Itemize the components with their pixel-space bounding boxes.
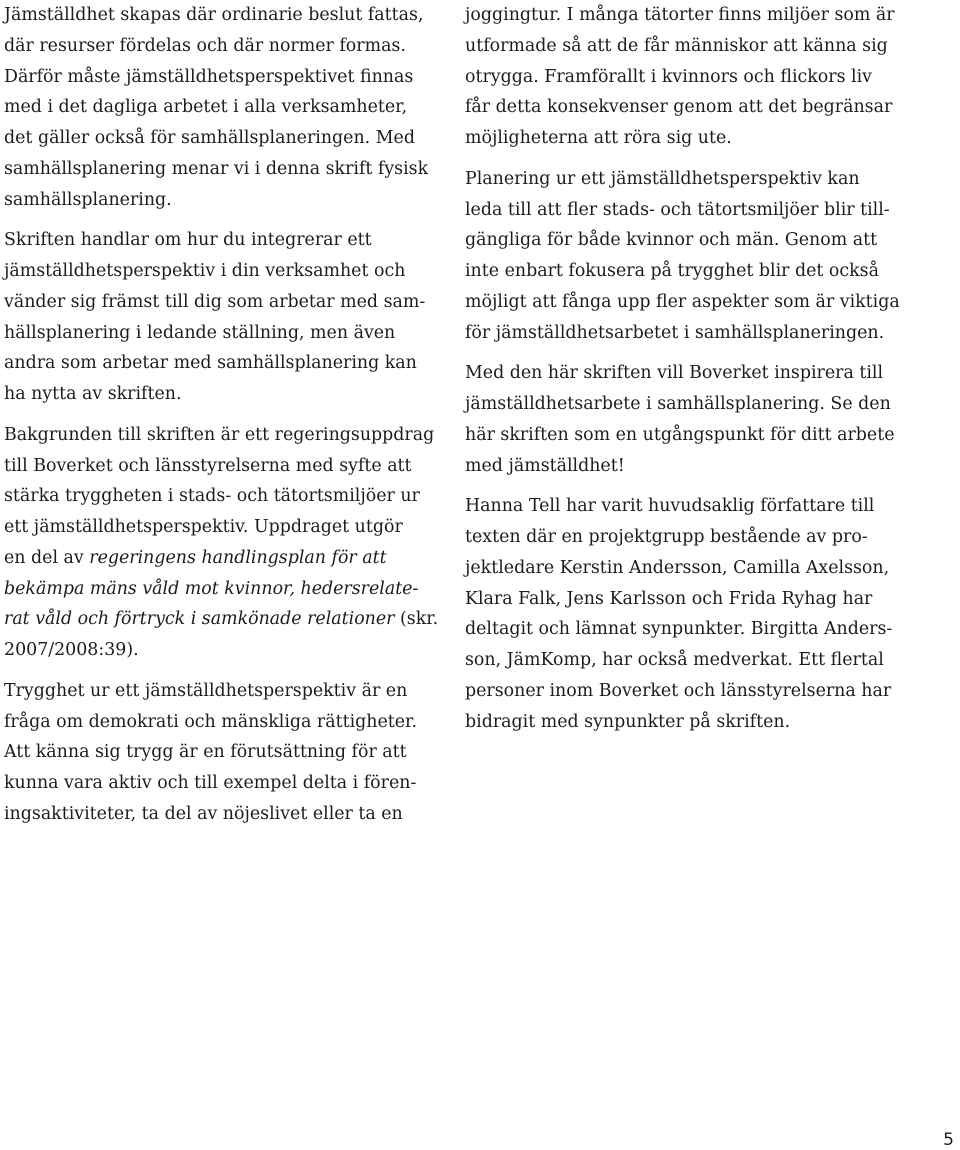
text-line: Med den här skriften vill Boverket inspirera till xyxy=(465,363,884,384)
text-line: Jämställdhet skapas där ordinarie beslut fattas, xyxy=(4,5,424,25)
text-line: här skriften som en utgångspunkt för ditt arbete xyxy=(465,424,895,445)
text-line: möjligheterna att röra sig ute. xyxy=(465,128,732,148)
text-line: kunna vara aktiv och till exempel delta i fören- xyxy=(4,773,417,793)
paragraph-continuation xyxy=(465,0,960,154)
text-run: (skr. xyxy=(394,609,439,630)
text-line: andra som arbetar med samhällsplanering kan xyxy=(4,353,417,374)
left-column xyxy=(4,0,439,840)
text-line: samhällsplanering. xyxy=(4,189,172,210)
text-line: jämställdhetsarbete i samhällsplanering. Se den xyxy=(465,394,891,414)
page-number: 5 xyxy=(943,1130,954,1150)
text-line: jämställdhetsperspektiv i din verksamhet och xyxy=(4,261,406,281)
paragraph-credits xyxy=(465,491,960,737)
text-line: möjligt att fånga upp fler aspekter som är viktiga xyxy=(465,291,900,312)
italic-title-run: rat våld och förtryck i samkönade relationer xyxy=(4,609,395,630)
paragraph-background xyxy=(4,420,439,666)
text-line: samhällsplanering menar vi i denna skrift fysisk xyxy=(4,158,429,179)
text-line: inte enbart fokusera på trygghet blir det också xyxy=(465,261,879,281)
text-line: med i det dagliga arbetet i alla verksamheter, xyxy=(4,97,408,118)
paragraph-purpose xyxy=(4,225,424,410)
text-line: utformade så att de får människor att känna sig xyxy=(465,35,888,56)
text-line: joggingtur. I många tätorter finns miljöer som är xyxy=(465,5,895,25)
text-line: Trygghet ur ett jämställdhetsperspektiv är en xyxy=(4,680,408,701)
text-line: Hanna Tell har varit huvudsaklig författare till xyxy=(465,496,875,517)
right-column xyxy=(465,0,960,747)
text-line: bidragit med synpunkter på skriften. xyxy=(465,711,791,732)
text-line: son, JämKomp, har också medverkat. Ett flertal xyxy=(465,650,884,670)
paragraph-safety xyxy=(4,676,424,830)
text-line: där resurser fördelas och där normer formas. xyxy=(4,35,406,56)
text-line: med jämställdhet! xyxy=(465,455,625,476)
text-line: ingsaktiviteter, ta del av nöjeslivet eller ta en xyxy=(4,803,403,824)
text-line: hällsplanering i ledande ställning, men även xyxy=(4,322,396,343)
text-line: ett jämställdhetsperspektiv. Uppdraget utgör xyxy=(4,517,403,537)
text-line: Bakgrunden till skriften är ett regeringsuppdrag xyxy=(4,424,435,445)
text-line: stärka tryggheten i stads- och tätortsmiljöer ur xyxy=(4,486,420,507)
text-line: Därför måste jämställdhetsperspektivet finnas xyxy=(4,66,414,87)
paragraph-planning xyxy=(465,164,960,349)
text-line: personer inom Boverket och länsstyrelserna har xyxy=(465,680,892,701)
text-line: deltagit och lämnat synpunkter. Birgitta Anders- xyxy=(465,619,893,640)
text-line: Klara Falk, Jens Karlsson och Frida Ryhag har xyxy=(465,588,873,609)
text-line: fråga om demokrati och mänskliga rättigheter. xyxy=(4,711,417,732)
text-line xyxy=(4,574,424,605)
text-line xyxy=(4,543,424,574)
text-line xyxy=(4,604,439,635)
text-line: jektledare Kerstin Andersson, Camilla Axelsson, xyxy=(465,557,890,578)
text-line: till Boverket och länsstyrelserna med syfte att xyxy=(4,455,412,476)
text-line: leda till att fler stads- och tätortsmiljöer blir till- xyxy=(465,199,890,220)
text-line: Planering ur ett jämställdhetsperspektiv kan xyxy=(465,168,860,189)
paragraph-inspiration xyxy=(465,358,960,481)
italic-title-run: regeringens handlingsplan för att xyxy=(89,547,387,568)
text-line: gängliga för både kvinnor och män. Genom att xyxy=(465,230,878,251)
text-line: för jämställdhetsarbetet i samhällsplaneringen. xyxy=(465,322,885,343)
text-line: ha nytta av skriften. xyxy=(4,384,182,404)
text-run: en del av xyxy=(4,547,90,568)
text-line: vänder sig främst till dig som arbetar med sam- xyxy=(4,291,426,312)
text-line: det gäller också för samhällsplaneringen. Med xyxy=(4,128,415,148)
text-line: Skriften handlar om hur du integrerar ett xyxy=(4,230,372,251)
text-line: får detta konsekvenser genom att det begränsar xyxy=(465,97,893,118)
text-line: texten där en projektgrupp bestående av pro- xyxy=(465,527,868,547)
text-line: 2007/2008:39). xyxy=(4,640,139,660)
text-line: Att känna sig trygg är en förutsättning för att xyxy=(4,742,407,763)
text-line: otrygga. Framförallt i kvinnors och flickors liv xyxy=(465,66,872,87)
italic-title-run: bekämpa mäns våld mot kvinnor, hedersrelate- xyxy=(4,578,419,599)
paragraph-intro xyxy=(4,0,429,215)
